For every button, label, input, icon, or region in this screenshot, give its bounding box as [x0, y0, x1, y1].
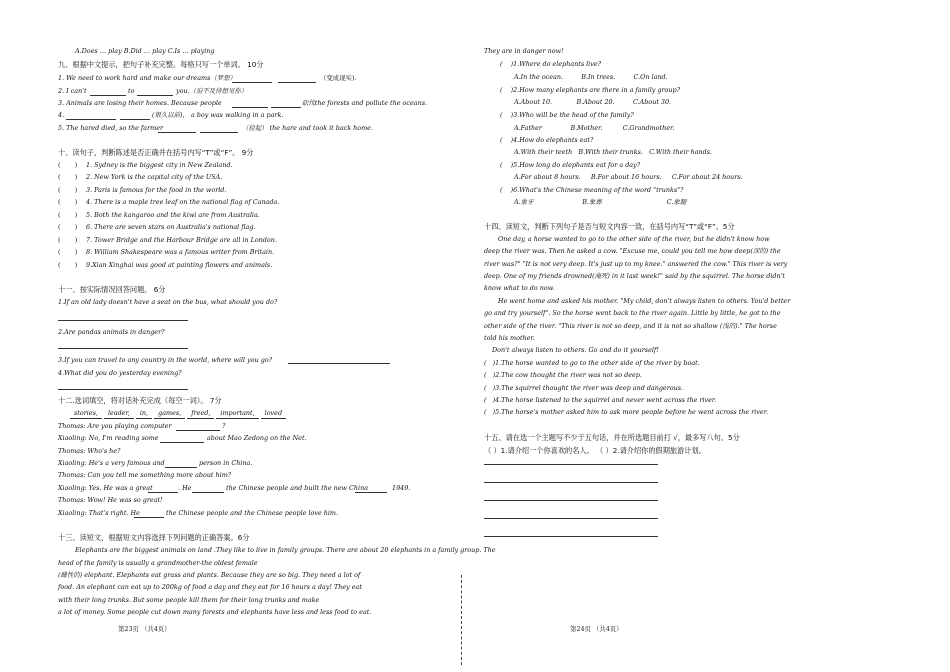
page-footer-24: 第24页 （共4页）	[570, 625, 623, 633]
option[interactable]: C.On land.	[633, 73, 668, 81]
s10-bracket-4[interactable]: ( )	[58, 198, 78, 206]
s10-bracket-1[interactable]: ( )	[58, 161, 78, 169]
s9-q4b: (很久以前)， a boy was walking in a park.	[152, 111, 284, 119]
s14-item-4: ( )4.The horse listened to the squirrel and never went across the river.	[484, 396, 717, 404]
s13-passage-line: (雌性的) elephant. Elephants eat grass and plants. Because they are so big. They need a lot of	[58, 571, 361, 579]
option[interactable]: C.With their hands.	[649, 148, 713, 156]
s9-q3-blank1[interactable]	[232, 107, 268, 108]
word-bank-item: leader,	[104, 409, 134, 419]
word-bank-item: stories,	[70, 409, 102, 419]
s12-word-bank	[70, 409, 286, 419]
s9-q5a: 5. The hared died, so the farmer	[58, 124, 164, 132]
s12-d4a: Xiaoling: He's a very famous and	[58, 459, 165, 467]
option[interactable]: A.With their teeth	[514, 148, 573, 156]
q13-options-5	[514, 173, 743, 182]
s15-options[interactable]: （ ）1.请介绍一个你喜欢的名人。 （ ）2.请介绍你的假期旅游计划。	[484, 446, 706, 455]
s13-passage-line: Elephants are the biggest animals on land .They like to live in family groups. There are about 20 elephants in a family group. The	[75, 546, 496, 554]
section-9-title: 九、根据中文提示，把句子补充完整。每格只写一个单词。 10分	[58, 60, 264, 69]
q13-question-1: ( )1.Where do elephants live?	[500, 60, 602, 68]
s14-item-5: ( )5.The horse's mother asked him to ask more people before he went across the river.	[484, 408, 769, 416]
word-bank-item: freed,	[187, 409, 214, 419]
s10-item-3: 3. Paris is famous for the food in the world.	[86, 186, 227, 194]
s12-d4b: person in China.	[199, 459, 253, 467]
s12-d1b: ?	[222, 422, 226, 430]
s14-passage-line: other side of the river. "This river is not so deep, and it is not so shallow (浅的)." The horse	[484, 322, 777, 330]
s9-q4-blank1[interactable]	[66, 119, 116, 120]
section-14-title: 十四、读短文，判断下列句子是否与短文内容一致，在括号内写“T”或“F”。5分	[484, 222, 735, 231]
s12-blank-2[interactable]	[160, 442, 204, 443]
option[interactable]: A.象牙	[514, 198, 534, 206]
s9-q3b: 砍伐the forests and pollute the oceans.	[302, 99, 428, 107]
s9-q1: 1. We need to work hard and make our dreams（梦想）	[58, 74, 236, 82]
word-bank-item: in,	[136, 409, 152, 419]
s12-blank-7[interactable]	[134, 517, 164, 518]
writing-line[interactable]	[484, 482, 658, 483]
s12-d1a: Thomas: Are you playing computer	[58, 422, 172, 430]
s10-item-2: 2. New York is the capital city of the USA.	[86, 173, 223, 181]
s10-item-5: 5. Both the kangaroo and the kiwi are from Australia.	[86, 211, 260, 219]
q13-question-4: ( )4.How do elephants eat?	[500, 136, 594, 144]
s12-blank-5[interactable]	[192, 492, 224, 493]
s12-d3: Thomas: Who's he?	[58, 447, 121, 455]
s10-bracket-6[interactable]: ( )	[58, 223, 78, 231]
s12-d2b: about Mao Zedong on the Net.	[207, 434, 307, 442]
option[interactable]: B.Mother.	[570, 124, 603, 132]
s14-passage-line: go and try yourself". So the horse went back to the river again. Little by little, he got to the	[484, 309, 781, 317]
s9-q2a: 2. I can't	[58, 87, 87, 95]
s12-d2a: Xiaoling: No, I'm reading some	[58, 434, 159, 442]
s13-passage-line: head of the family is usually a grandmother-the oldest female	[58, 559, 258, 567]
s11-answer-4[interactable]	[58, 389, 188, 390]
s10-bracket-7[interactable]: ( )	[58, 236, 78, 244]
s9-q1-blank1[interactable]	[232, 82, 272, 83]
s14-passage-line: told his mother.	[484, 334, 535, 342]
s13-passage-line: with their long trunks. But some people kill them for their long trunks and make	[58, 596, 320, 604]
option[interactable]: B.About 20.	[576, 98, 615, 106]
right-page	[478, 0, 950, 672]
s12-d7: Thomas: Wow! He was so great!	[58, 496, 163, 504]
s14-passage-line: know what to do now.	[484, 284, 555, 292]
s10-item-8: 8. William Shakespeare was a famous writer from Britain.	[86, 248, 275, 256]
s9-q1-blank2[interactable]	[278, 82, 316, 83]
s10-bracket-5[interactable]: ( )	[58, 211, 78, 219]
word-bank-item: games,	[154, 409, 185, 419]
s11-answer-3[interactable]	[288, 363, 390, 364]
s12-d6d: 1949.	[392, 484, 411, 492]
s9-q5-blank1[interactable]	[158, 132, 196, 133]
s10-item-1: 1. Sydney is the biggest city in New Zealand.	[86, 161, 233, 169]
option[interactable]: A.About 10.	[514, 98, 553, 106]
s10-item-6: 6. There are seven stars on Australia's national flag.	[86, 223, 256, 231]
q13-options-6	[514, 198, 686, 207]
option[interactable]: A.For about 8 hours.	[514, 173, 581, 181]
q13-question-2: ( )2.How many elephants are there in a family group?	[500, 86, 681, 94]
s12-d5: Thomas: Can you tell me something more about him?	[58, 471, 232, 479]
section-11-title: 十一、按实际情况回答问题。 6分	[58, 285, 166, 294]
q13-options-1	[514, 73, 668, 82]
option[interactable]: B.象鼻	[582, 198, 602, 206]
s14-item-3: ( )3.The squirrel thought the river was deep and dangerous.	[484, 384, 684, 392]
page-footer-23: 第23页 （共4页）	[118, 625, 171, 633]
s11-q4: 4.What did you do yesterday evening?	[58, 369, 182, 377]
s9-q2b: to	[128, 87, 135, 95]
s12-blank-4[interactable]	[148, 492, 178, 493]
s9-q5b: （捡起） the hare and took it back home.	[242, 124, 373, 132]
s11-q3: 3.If you can travel to any country in the world, where will you go?	[58, 356, 273, 364]
s14-passage-line: river was?" "It is not very deep. It's just up to my knee." answered the cow." This river is very	[484, 260, 788, 268]
s10-bracket-8[interactable]: ( )	[58, 248, 78, 256]
option[interactable]: C.象腿	[666, 198, 687, 206]
s9-q1-end: （变成现实).	[320, 74, 357, 82]
page-divider	[461, 575, 462, 665]
writing-line[interactable]	[484, 536, 658, 537]
option[interactable]: A.Father	[514, 124, 542, 132]
q13-question-3: ( )3.Who will be the head of the family?	[500, 111, 634, 119]
s9-q5-blank2[interactable]	[200, 132, 238, 133]
s12-d6c: the Chinese people and built the new China	[226, 484, 369, 492]
option[interactable]: C.About 30.	[632, 98, 672, 106]
s14-passage-line: He went home and asked his mother. "My child, don't always listen to others. You'd better	[498, 297, 791, 305]
s12-blank-6[interactable]	[355, 492, 387, 493]
writing-line[interactable]	[484, 500, 658, 501]
s9-q4a: 4.	[58, 111, 65, 119]
s10-bracket-2[interactable]: ( )	[58, 173, 78, 181]
s14-passage-line: deep. One of my friends drowned(淹死) in it last week!" said by the squirrel. The horse didn't	[484, 272, 785, 280]
s9-q4-blank2[interactable]	[120, 119, 150, 120]
s9-q2-blank2[interactable]	[137, 95, 173, 96]
s12-d8b: the Chinese people and the Chinese people love him.	[166, 509, 339, 517]
s14-passage-line: Don't always listen to others. Go and do it yourself!	[492, 346, 659, 354]
q13-options-3	[514, 124, 674, 133]
section-15-title: 十五、请在选一个主题写不少于五句话，并在所选题目前打 √，最多写八句。5分	[484, 433, 740, 442]
q13-options-2	[514, 98, 671, 107]
word-bank-item: loved	[261, 409, 286, 419]
q13-options-4	[514, 148, 712, 157]
s11-answer-1[interactable]	[58, 320, 188, 321]
section-10-title: 十、读句子，判断陈述是否正确并在括号内写“T”或“F”。 9分	[58, 148, 254, 157]
writing-line[interactable]	[484, 518, 658, 519]
q13-question-6: ( )6.What's the Chinese meaning of the word "trunks"?	[500, 186, 684, 194]
passage-end: They are in danger now!	[484, 47, 564, 55]
s11-answer-2[interactable]	[58, 348, 188, 349]
s12-blank-3[interactable]	[165, 467, 197, 468]
section-12-title: 十二.选词填空，将对话补充完成（每空一词）。 7分	[58, 396, 222, 405]
s9-q3-blank2[interactable]	[271, 107, 301, 108]
option[interactable]: B.With their trunks.	[578, 148, 643, 156]
s12-d6b: . He	[178, 484, 192, 492]
option[interactable]: A.In the ocean.	[514, 73, 563, 81]
s12-blank-1[interactable]	[176, 430, 220, 431]
s13-passage-line: a lot of money. Some people cut down many forests and elephants have less and less food to eat.	[58, 608, 372, 616]
s10-item-7: 7. Tower Bridge and the Harbour Bridge are all in London.	[86, 236, 277, 244]
option[interactable]: C.For about 24 hours.	[671, 173, 743, 181]
s10-item-4: 4. There is a maple tree leaf on the national flag of Canada.	[86, 198, 280, 206]
s9-q2c: you.（迫不及待想见你）	[176, 87, 248, 95]
s10-bracket-9[interactable]: ( )	[58, 261, 78, 269]
s13-passage-line: food. An elephant can eat up to 200kg of food a day and they eat for 16 hours a day! They eat	[58, 583, 362, 591]
s9-q3a: 3. Animals are losing their homes. Because people	[58, 99, 222, 107]
s14-passage-line: One day, a horse wanted to go to the other side of the river, but he didn't know how	[498, 235, 770, 243]
s14-item-2: ( )2.The cow thought the river was not so deep.	[484, 371, 642, 379]
option[interactable]: B.In trees.	[581, 73, 616, 81]
s9-q2-blank1[interactable]	[90, 95, 126, 96]
s10-item-9: 9.Xian Xinghai was good at painting flowers and animals.	[86, 261, 273, 269]
word-bank-item: important,	[216, 409, 258, 419]
s12-d6a: Xiaoling: Yes. He was a great	[58, 484, 153, 492]
s11-q2: 2.Are pandas animals in danger?	[58, 328, 165, 336]
s12-d8a: Xiaoling: That's right. He	[58, 509, 140, 517]
writing-line[interactable]	[484, 464, 658, 465]
section-13-title: 十三、读短文，根据短文内容选择下列问题的正确答案。6分	[58, 533, 250, 542]
s11-q1: 1.If an old lady doesn't have a seat on the bus, what should you do?	[58, 298, 278, 306]
header-options: A.Does … play B.Did … play C.Is … playing	[75, 47, 215, 55]
option[interactable]: C.Grandmother.	[622, 124, 675, 132]
q13-question-5: ( )5.How long do elephants eat for a day?	[500, 161, 641, 169]
s14-item-1: ( )1.The horse wanted to go to the other side of the river by boat.	[484, 359, 700, 367]
s14-passage-line: deep the river was. Then he asked a cow. "Excuse me, could you tell me how deep(深的) the	[484, 247, 781, 255]
option[interactable]: B.For about 16 hours.	[590, 173, 662, 181]
s10-bracket-3[interactable]: ( )	[58, 186, 78, 194]
